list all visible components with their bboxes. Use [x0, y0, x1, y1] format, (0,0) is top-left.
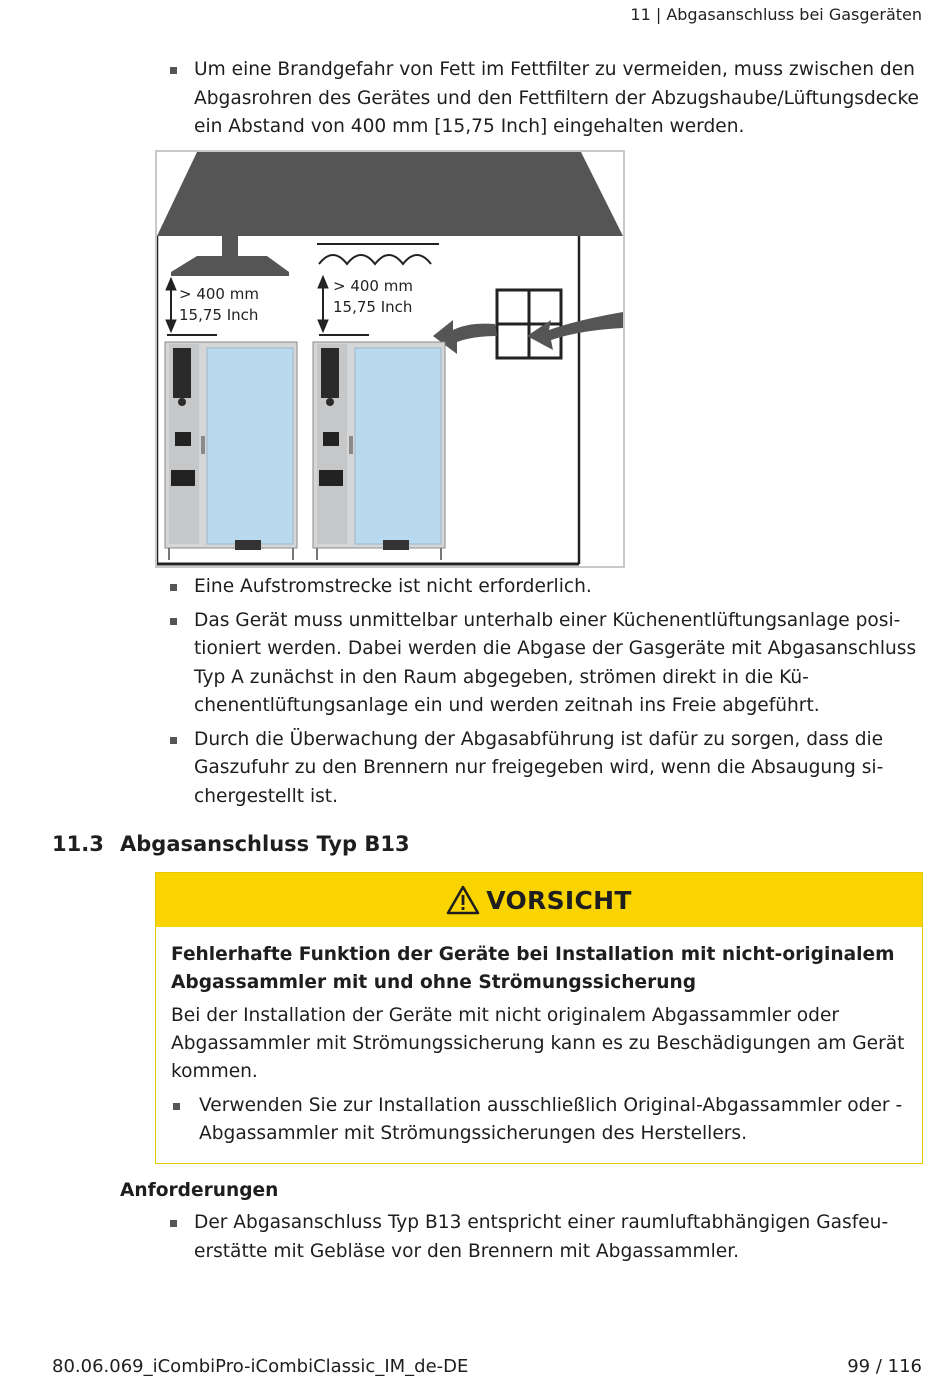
list-item: Um eine Brandgefahr von Fett im Fettfilter zu vermeiden, muss zwischen den Abgasrohren des Gerätes und den Fettfiltern der Abzugshaube/Lüftungsdecke ein Abstand von 400 mm [15,75 Inch] eingehalten werden.: [168, 56, 928, 142]
caution-label: VORSICHT: [486, 885, 632, 915]
roof-shape: [157, 152, 623, 236]
list-item: Eine Aufstromstrecke ist nicht erforderlich.: [168, 573, 928, 602]
section-heading: [52, 832, 410, 856]
running-header: 11 | Abgasanschluss bei Gasgeräten: [630, 5, 922, 24]
caution-title: Fehlerhafte Funktion der Geräte bei Installation mit nicht-originalem Abgassammler mit und ohne Strömungssicherung: [171, 944, 895, 993]
caution-actions: [171, 1092, 906, 1148]
requirements-list: [168, 1209, 928, 1271]
list-item: Das Gerät muss unmittelbar unterhalb einer Küchenentlüftungsanlage positioniert werden. Dabei werden die Abgase der Gasgeräte mit Abgasanschluss Typ A zunächst in den Raum abgegeben, strömen direkt in die Küchenentlüftungsanlage ein und werden zeitnah ins Freie abgeführt.: [168, 607, 928, 721]
caution-text: Bei der Installation der Geräte mit nicht originalem Abgassammler oder Abgassammler mit Strömungssicherung kann es zu Beschädigungen am Gerät kommen.: [171, 1005, 905, 1082]
warning-triangle-icon: [446, 885, 480, 915]
list-item: Der Abgasanschluss Typ B13 entspricht einer raumluftabhängigen Gasfeuerstätte mit Gebläse vor den Brennern mit Abgassammler.: [168, 1209, 928, 1266]
ventilation-ceiling: [317, 244, 439, 264]
combi-steamer-right: [313, 342, 445, 560]
dimension-label-left-2: 15,75 Inch: [179, 306, 259, 324]
page-number: 99 / 116: [847, 1356, 922, 1377]
installation-figure: [155, 150, 625, 568]
caution-header: [156, 873, 922, 927]
section-title: Abgasanschluss Typ B13: [120, 832, 410, 856]
bullet-list-middle: [168, 573, 928, 816]
bullet-list-top: [168, 56, 928, 147]
document-id: 80.06.069_iCombiPro-iCombiClassic_IM_de-DE: [52, 1356, 469, 1377]
dimension-label-left-1: > 400 mm: [179, 285, 259, 303]
list-item: Verwenden Sie zur Installation ausschließlich Original-Abgassammler oder -Abgassammler mit Strömungssicherungen des Herstellers.: [171, 1092, 906, 1148]
requirements-heading: Anforderungen: [120, 1180, 279, 1201]
caution-box: [155, 872, 923, 1164]
combi-steamer-left: [165, 342, 297, 560]
dimension-label-right-1: > 400 mm: [333, 277, 413, 295]
dimension-label-right-2: 15,75 Inch: [333, 298, 413, 316]
list-item: Durch die Überwachung der Abgasabführung ist dafür zu sorgen, dass die Gaszufuhr zu den Brennern nur freigegeben wird, wenn die Absaugung sichergestellt ist.: [168, 726, 928, 812]
section-number: 11.3: [52, 832, 104, 856]
kitchen-illustration: [157, 152, 623, 566]
extraction-hood: [171, 236, 289, 276]
